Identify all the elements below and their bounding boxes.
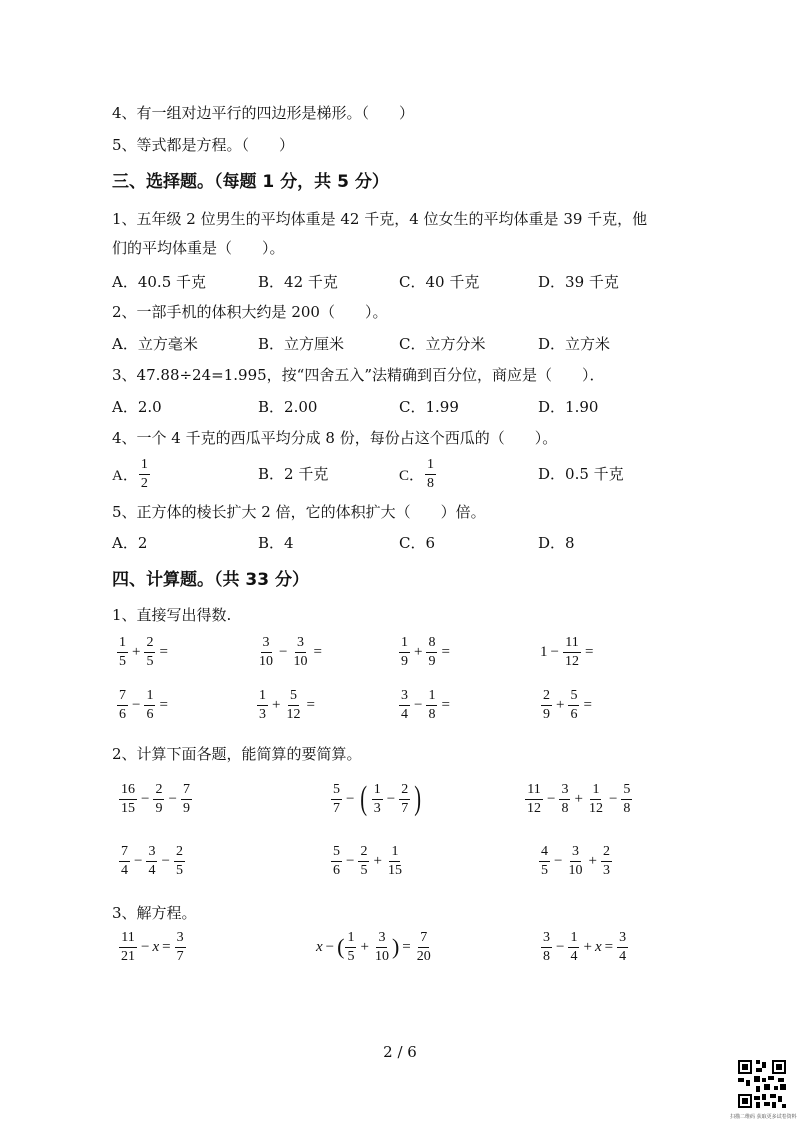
- fraction: [587, 783, 605, 816]
- fraction: [566, 845, 584, 878]
- calc-1a: [116, 632, 171, 672]
- fraction: [425, 458, 436, 491]
- fraction: [373, 931, 391, 964]
- fraction: [153, 783, 164, 816]
- numerator: 3: [617, 931, 628, 948]
- numerator: 3: [376, 931, 387, 948]
- choice-q1-option-d: D．39 千克: [538, 273, 619, 291]
- equals-sign: =: [159, 696, 168, 713]
- fraction: [144, 636, 155, 669]
- calc-1d: [540, 632, 596, 672]
- denominator: 4: [148, 862, 156, 878]
- denominator: 9: [401, 653, 408, 669]
- plus-sign: +: [583, 938, 592, 955]
- plus-sign: +: [272, 696, 281, 713]
- calc-1b: [256, 632, 325, 672]
- numerator: 3: [541, 931, 552, 948]
- plus-sign: +: [556, 696, 565, 713]
- denominator: 12: [564, 653, 579, 669]
- plus-sign: +: [574, 790, 583, 807]
- fraction: [426, 636, 437, 669]
- calc-part-1-title: 1、直接写出得数.: [112, 606, 232, 624]
- left-paren: (: [337, 934, 345, 959]
- equals-sign: =: [604, 938, 614, 955]
- calc-1f: [256, 685, 318, 725]
- plus-sign: +: [588, 852, 597, 869]
- choice-q5-option-d: D．8: [538, 534, 575, 552]
- minus-sign: −: [134, 852, 143, 869]
- fraction: [284, 689, 302, 722]
- denominator: 8: [623, 800, 631, 816]
- numerator: 3: [559, 783, 570, 800]
- qr-code-graphic: [736, 1058, 788, 1110]
- choice-q2-option-c: C．立方分米: [399, 335, 486, 353]
- fraction: [181, 783, 192, 816]
- equation-3b: [316, 926, 434, 968]
- choice-q1-line2: 们的平均体重是（ ）。: [112, 239, 285, 257]
- numerator: 16: [119, 783, 137, 800]
- denominator: 6: [333, 862, 340, 878]
- option-label: C．: [399, 467, 425, 484]
- equation-3c: [540, 926, 629, 968]
- choice-q3: 3、47.88÷24=1.995，按“四舍五入”法精确到百分位，商应是（ ）．: [112, 366, 605, 384]
- fraction: [568, 931, 579, 964]
- fraction: [119, 931, 137, 964]
- denominator: 8: [543, 948, 550, 964]
- fraction: [525, 783, 543, 816]
- fraction: [144, 689, 155, 722]
- fraction: [563, 636, 581, 669]
- variable-x: x: [594, 938, 602, 955]
- choice-q5-option-b: B．4: [258, 534, 294, 552]
- denominator: 12: [588, 800, 603, 816]
- denominator: 2: [140, 475, 148, 491]
- choice-q2-option-d: D．立方米: [538, 335, 611, 353]
- numerator: 1: [568, 931, 579, 948]
- numerator: 3: [261, 636, 272, 653]
- choice-q3-option-d: D．1.90: [538, 398, 599, 416]
- denominator: 8: [428, 706, 436, 722]
- fraction: [175, 931, 186, 964]
- calc-2c: [524, 778, 633, 820]
- numerator: 1: [372, 783, 383, 800]
- choice-q2: 2、一部手机的体积大约是 200（ ）。: [112, 303, 388, 321]
- denominator: 5: [119, 653, 126, 669]
- choice-q3-option-c: C．1.99: [399, 398, 459, 416]
- minus-sign: −: [161, 852, 170, 869]
- denominator: 3: [373, 800, 381, 816]
- numerator: 1: [139, 458, 150, 475]
- equals-sign: =: [583, 696, 592, 713]
- denominator: 7: [401, 800, 409, 816]
- denominator: 21: [121, 948, 135, 964]
- fraction: [617, 931, 628, 964]
- minus-sign: −: [279, 643, 288, 660]
- section-4-title: 四、计算题。（共 33 分）: [112, 570, 309, 590]
- fraction: [291, 636, 309, 669]
- denominator: 3: [602, 862, 610, 878]
- numerator: 11: [119, 931, 136, 948]
- variable-x: x: [152, 938, 160, 955]
- choice-q1-option-b: B．42 千克: [258, 273, 338, 291]
- equals-sign: =: [584, 643, 594, 660]
- fraction: [541, 689, 552, 722]
- numerator: 7: [181, 783, 192, 800]
- choice-q2-option-b: B．立方厘米: [258, 335, 345, 353]
- numerator: 2: [601, 845, 612, 862]
- denominator: 6: [119, 706, 126, 722]
- denominator: 12: [286, 706, 301, 722]
- denominator: 6: [146, 706, 154, 722]
- numerator: 11: [525, 783, 542, 800]
- numerator: 5: [621, 783, 632, 800]
- fraction: [372, 783, 383, 816]
- denominator: 8: [427, 475, 435, 491]
- denominator: 9: [543, 706, 550, 722]
- denominator: 15: [121, 800, 135, 816]
- minus-sign: −: [550, 643, 559, 660]
- minus-sign: −: [168, 790, 177, 807]
- minus-sign: −: [132, 696, 141, 713]
- judge-question-4: 4、有一组对边平行的四边形是梯形。（ ）: [112, 104, 415, 122]
- denominator: 8: [561, 800, 569, 816]
- numerator: 5: [331, 783, 342, 800]
- denominator: 7: [333, 800, 340, 816]
- calc-1g: [398, 685, 453, 725]
- fraction: [559, 783, 570, 816]
- denominator: 10: [293, 653, 308, 669]
- choice-q5: 5、正方体的棱长扩大 2 倍，它的体积扩大（ ）倍。: [112, 503, 486, 521]
- denominator: 10: [259, 653, 273, 669]
- choice-q3-option-a: A．2.0: [112, 398, 162, 416]
- fraction: [345, 931, 356, 964]
- calc-2f: [538, 840, 613, 882]
- fraction: [117, 689, 128, 722]
- numerator: 7: [418, 931, 429, 948]
- fraction: [139, 458, 150, 491]
- numerator: 1: [399, 636, 410, 653]
- left-paren: (: [360, 780, 368, 817]
- section-3-title: 三、选择题。（每题 1 分，共 5 分）: [112, 172, 389, 192]
- minus-sign: −: [346, 790, 355, 807]
- denominator: 9: [155, 800, 163, 816]
- denominator: 10: [374, 948, 389, 964]
- equals-sign: =: [402, 938, 411, 955]
- numerator: 1: [425, 458, 436, 475]
- denominator: 5: [175, 862, 183, 878]
- plus-sign: +: [132, 643, 141, 660]
- numerator: 3: [146, 845, 157, 862]
- minus-sign: −: [414, 696, 423, 713]
- numerator: 5: [331, 845, 342, 862]
- fraction: [541, 931, 552, 964]
- fraction: [539, 845, 550, 878]
- choice-q5-option-c: C．6: [399, 534, 436, 552]
- calc-part-2-title: 2、计算下面各题，能简算的要简算。: [112, 745, 362, 763]
- numerator: 1: [117, 636, 128, 653]
- fraction: [119, 783, 137, 816]
- minus-sign: −: [141, 790, 150, 807]
- numerator: 1: [345, 931, 356, 948]
- denominator: 12: [527, 800, 541, 816]
- fraction: [568, 689, 579, 722]
- denominator: 4: [619, 948, 627, 964]
- equals-sign: =: [313, 643, 322, 660]
- numerator: 4: [539, 845, 550, 862]
- numerator: 7: [119, 845, 130, 862]
- denominator: 4: [121, 862, 128, 878]
- denominator: 5: [146, 653, 154, 669]
- fraction: [621, 783, 632, 816]
- judge-question-5: 5、等式都是方程。（ ）: [112, 136, 295, 154]
- minus-sign: −: [325, 938, 335, 955]
- numerator: 8: [426, 636, 437, 653]
- denominator: 10: [568, 862, 583, 878]
- fraction: [117, 636, 128, 669]
- fraction: [331, 783, 342, 816]
- minus-sign: −: [547, 790, 556, 807]
- fraction: [146, 845, 157, 878]
- fraction: [601, 845, 612, 878]
- minus-sign: −: [556, 938, 565, 955]
- numerator: 5: [568, 689, 579, 706]
- numerator: 1: [590, 783, 601, 800]
- calc-1c: [398, 632, 453, 672]
- denominator: 9: [182, 800, 190, 816]
- equals-sign: =: [441, 643, 450, 660]
- denominator: 20: [416, 948, 431, 964]
- choice-q1-line1: 1、五年级 2 位男生的平均体重是 42 千克，4 位女生的平均体重是 39 千克，他: [112, 210, 648, 228]
- denominator: 5: [541, 862, 548, 878]
- numerator: 2: [153, 783, 164, 800]
- choice-q1-option-a: A．40.5 千克: [112, 273, 206, 291]
- denominator: 5: [360, 862, 368, 878]
- choice-q5-option-a: A．2: [112, 534, 148, 552]
- denominator: 3: [259, 706, 266, 722]
- equals-sign: =: [162, 938, 171, 955]
- choice-q3-option-b: B．2.00: [258, 398, 318, 416]
- numerator: 2: [174, 845, 185, 862]
- denominator: 4: [570, 948, 578, 964]
- choice-q4-option-a: [112, 456, 151, 492]
- numerator: 1: [144, 689, 155, 706]
- denominator: 15: [387, 862, 402, 878]
- fraction: [386, 845, 404, 878]
- equals-sign: =: [159, 643, 168, 660]
- calc-1e: [116, 685, 171, 725]
- calc-2d: [118, 840, 186, 882]
- choice-q4: 4、一个 4 千克的西瓜平均分成 8 份，每份占这个西瓜的（ ）。: [112, 429, 558, 447]
- fraction: [358, 845, 369, 878]
- numerator: 2: [541, 689, 552, 706]
- denominator: 9: [428, 653, 436, 669]
- choice-q4-option-c: [399, 456, 437, 492]
- right-paren: ): [391, 934, 400, 959]
- minus-sign: −: [386, 790, 396, 807]
- numerator: 2: [144, 636, 155, 653]
- choice-q2-option-a: A．立方毫米: [112, 335, 198, 353]
- numerator: 3: [295, 636, 306, 653]
- numerator: 2: [358, 845, 369, 862]
- denominator: 4: [401, 706, 408, 722]
- fraction: [415, 931, 433, 964]
- calc-2b: [330, 778, 425, 820]
- numerator: 3: [175, 931, 186, 948]
- choice-q4-option-b: B．2 千克: [258, 465, 329, 483]
- fraction: [119, 845, 130, 878]
- whole-number: 1: [540, 643, 548, 660]
- plus-sign: +: [414, 643, 423, 660]
- numerator: 7: [117, 689, 128, 706]
- minus-sign: −: [554, 852, 563, 869]
- numerator: 1: [257, 689, 268, 706]
- minus-sign: −: [141, 938, 150, 955]
- equation-3a: [118, 926, 187, 968]
- right-paren: ): [414, 780, 422, 817]
- fraction: [399, 783, 410, 816]
- choice-q4-option-d: D．0.5 千克: [538, 465, 624, 483]
- calc-1h: [540, 685, 595, 725]
- fraction: [399, 636, 410, 669]
- calc-2a: [118, 778, 193, 820]
- numerator: 3: [570, 845, 581, 862]
- equals-sign: =: [441, 696, 450, 713]
- plus-sign: +: [360, 938, 369, 955]
- variable-x: x: [316, 938, 323, 955]
- calc-2e: [330, 840, 405, 882]
- equals-sign: =: [306, 696, 315, 713]
- denominator: 7: [176, 948, 184, 964]
- minus-sign: −: [608, 790, 618, 807]
- minus-sign: −: [346, 852, 355, 869]
- numerator: 1: [389, 845, 400, 862]
- denominator: 5: [347, 948, 355, 964]
- denominator: 6: [570, 706, 578, 722]
- numerator: 2: [399, 783, 410, 800]
- numerator: 1: [426, 689, 437, 706]
- numerator: 3: [399, 689, 410, 706]
- qr-caption: 扫描二维码 获取更多试卷资料: [730, 1114, 797, 1120]
- page-number: 2 / 6: [383, 1043, 417, 1061]
- choice-q1-option-c: C．40 千克: [399, 273, 480, 291]
- calc-part-3-title: 3、解方程。: [112, 904, 197, 922]
- numerator: 11: [563, 636, 580, 653]
- fraction: [399, 689, 410, 722]
- fraction: [174, 845, 185, 878]
- option-label: A．: [112, 467, 138, 484]
- fraction: [257, 636, 275, 669]
- fraction: [426, 689, 437, 722]
- numerator: 5: [288, 689, 299, 706]
- fraction: [257, 689, 268, 722]
- qr-code-icon: [736, 1058, 788, 1110]
- plus-sign: +: [373, 852, 382, 869]
- fraction: [331, 845, 342, 878]
